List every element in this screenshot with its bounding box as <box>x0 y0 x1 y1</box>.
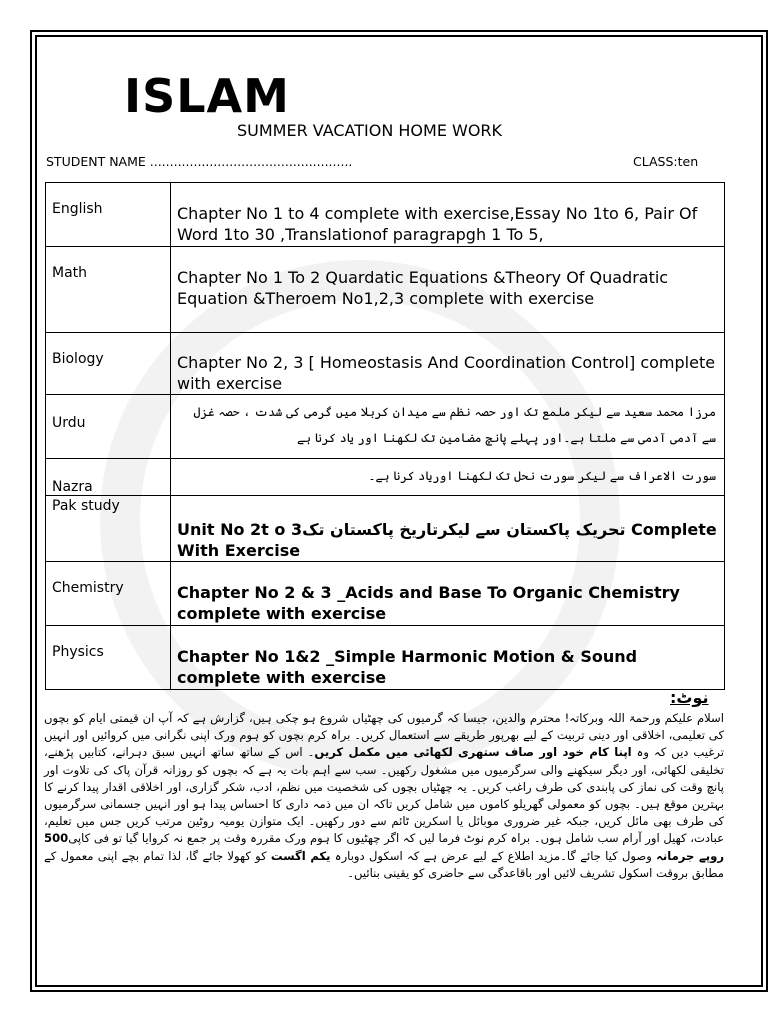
urdu-work-text: مرزا محمد سعید سے لیکر ملمع تک اور حصہ نظم سے میدان کربلا میں گرمی کی شدت ، حصہ غزل سے آدمی آدمی سے ملتا ہے۔اور پہلے پانچ مضامین تک لکھنا اور یاد کرنا ہے <box>193 405 716 445</box>
table-row <box>46 183 725 247</box>
note-bold-3: یکم اگست <box>270 848 331 863</box>
work-cell: Chapter No 1 To 2 Quardatic Equations &Theory Of Quadratic Equation &Theroem No1,2,3 complete with exercise <box>171 247 725 333</box>
table-row <box>46 496 725 562</box>
work-cell: Chapter No 2, 3 [ Homeostasis And Coordination Control] complete with exercise <box>171 333 725 395</box>
note-text-1: اسلام علیکم ورحمۃ اللہ وبرکاتہ! محترم والدین، جیسا کہ گرمیوں کی چھٹیاں شروع ہو چکی ہیں، گزارش ہے کہ آپ ان قیمتی ایام کو بچوں کی تعلیمی، اخلاقی اور دینی تربیت کے لیے بھرپور طریقے سے استعمال کریں۔ براہ کرم بچوں کو ہوم ورک اپنی نگرانی میں کروائیں اور انہیں ترغیب دیں کہ وہ <box>44 711 725 760</box>
subject-cell: Physics <box>46 626 171 690</box>
subject-cell: Pak study <box>46 496 171 562</box>
homework-table <box>45 182 725 690</box>
table-row <box>46 333 725 395</box>
note-text-4: کو کھولا جائے گا، لذا تمام بچے اپنی معمول کے مطابق بروقت اسکول تشریف لائیں اور باقاعدگی سے حاضری کو یقینی بنائیں۔ <box>44 848 724 880</box>
table-row <box>46 459 725 496</box>
work-cell: Chapter No 1&2 _Simple Harmonic Motion & Sound complete with exercise <box>171 626 725 690</box>
table-row <box>46 562 725 626</box>
subject-cell: Nazra <box>46 459 171 496</box>
work-cell <box>171 395 725 459</box>
note-bold-2: 500 روپے جرمانہ <box>44 831 724 863</box>
note-bold-1: اپنا کام خود اور صاف ستھری لکھائی میں مکمل کریں <box>314 745 632 760</box>
document-subtitle: SUMMER VACATION HOME WORK <box>237 121 503 140</box>
work-cell: Unit No 2t o 3تحریک پاکستان سے لیکرتاریخ پاکستان تک Complete With Exercise <box>171 496 725 562</box>
document-title: ISLAM <box>124 69 290 123</box>
table-row <box>46 395 725 459</box>
subject-cell: Chemistry <box>46 562 171 626</box>
class-label: CLASS:ten <box>633 154 699 169</box>
note-heading: نوٹ: <box>670 688 709 707</box>
work-cell: Chapter No 2 & 3 _Acids and Base To Organic Chemistry complete with exercise <box>171 562 725 626</box>
subject-cell: English <box>46 183 171 247</box>
note-paragraph <box>44 710 724 882</box>
student-name-field: STUDENT NAME ................................................... <box>46 154 353 169</box>
work-cell <box>171 459 725 496</box>
subject-cell: Urdu <box>46 395 171 459</box>
subject-cell: Math <box>46 247 171 333</box>
work-cell: Chapter No 1 to 4 complete with exercise,Essay No 1to 6, Pair Of Word 1to 30 ,Translationof paragrapgh 1 To 5, <box>171 183 725 247</box>
table-row <box>46 247 725 333</box>
nazra-work-text: سورت الاعراف سے لیکر سورت نحل تک لکھنا اوریاد کرنا ہے۔ <box>368 469 716 483</box>
note-text-3: وصول کیا جائے گا۔مزید اطلاع کے لیے عرض ہے کہ اسکول دوبارہ <box>330 848 657 863</box>
subject-cell: Biology <box>46 333 171 395</box>
table-row <box>46 626 725 690</box>
note-text-2: ۔ اس کے ساتھ ساتھ انہیں سبق دہرانے، کتابیں پڑھنے، تخلیقی لکھائی، اور دیگر سیکھنے والی سرگرمیوں میں مشغول رکھیں۔ سب سے اہم بات یہ ہے کہ بچوں کو روزانہ قرآن پاک کی تلاوت اور پانچ وقت کی نماز کی پابندی کی طرف راغب کریں۔ یہ چھٹیاں بچوں کی شخصیت میں نظم، ادب، شکر گزاری، اور اخلاقی اقدار پیدا کرنے کا بہترین موقع ہیں۔ بچوں کو معمولی گھریلو کاموں میں شامل کریں تاکہ ان میں ذمہ داری کا احساس پیدا ہو اور انہیں جسمانی سرگرمیوں کی طرف بھی مائل کریں، جبکہ غیر ضروری موبائل یا اسکرین ٹائم سے دور رکھیں۔ ایک متوازن یومیہ روٹین مرتب کریں جس میں تعلیم، عبادت، کھیل اور آرام سب شامل ہوں۔ براہ کرم نوٹ فرما لیں کہ اگر چھٹیوں کا ہوم ورک مقررہ وقت پر جمع نہ کروایا گیا تو فی کاپی <box>44 745 724 846</box>
